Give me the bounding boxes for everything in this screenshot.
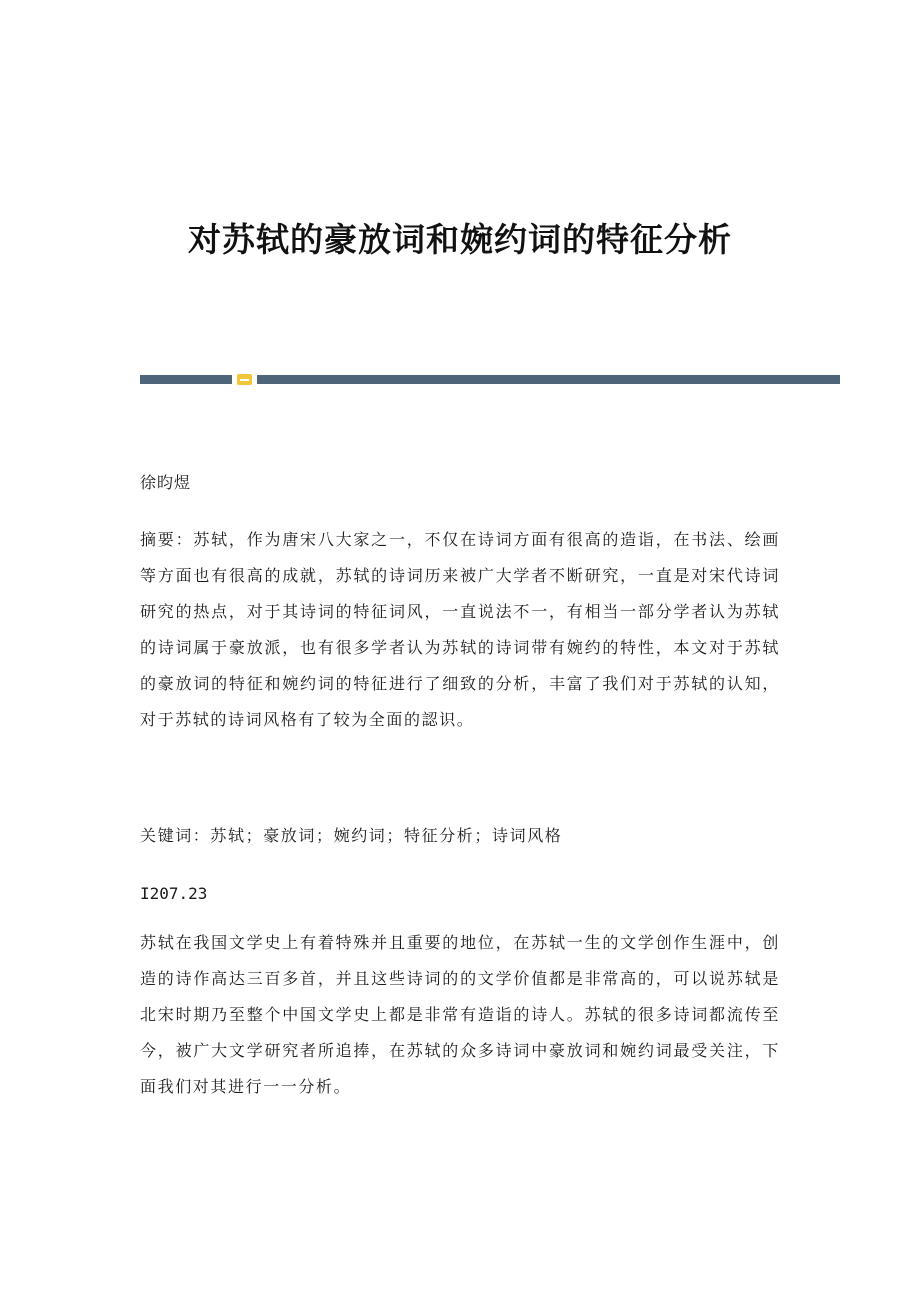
page-title: 对苏轼的豪放词和婉约词的特征分析 [188, 220, 732, 259]
body-paragraph: 苏轼在我国文学史上有着特殊并且重要的地位，在苏轼一生的文学创作生涯中，创造的诗作高达三百多首，并且这些诗词的的文学价值都是非常高的，可以说苏轼是北宋时期乃至整个中国文学史上都是非常有造诣的诗人。苏轼的很多诗词都流传至今，被广大文学研究者所追捧，在苏轼的众多诗词中豪放词和婉约词最受关注，下面我们对其进行一一分析。 [140, 933, 780, 1096]
keywords-line: 关键词：苏轼；豪放词；婉约词；特征分析；诗词风格 [140, 826, 563, 845]
title-divider [140, 375, 840, 384]
divider-ornament-icon [237, 374, 252, 385]
classification-code: I207.23 [140, 884, 208, 903]
divider-left-segment [140, 375, 232, 384]
divider-right-segment [257, 375, 840, 384]
author-name: 徐昀煜 [140, 473, 192, 492]
abstract-paragraph: 摘要：苏轼，作为唐宋八大家之一，不仅在诗词方面有很高的造诣，在书法、绘画等方面也有很高的成就，苏轼的诗词历来被广大学者不断研究，一直是对宋代诗词研究的热点，对于其诗词的特征词风，一直说法不一，有相当一部分学者认为苏轼的诗词属于豪放派，也有很多学者认为苏轼的诗词带有婉约的特性，本文对于苏轼的豪放词的特征和婉约词的特征进行了细致的分析，丰富了我们对于苏轼的认知，对于苏轼的诗词风格有了较为全面的認识。 [140, 530, 780, 729]
